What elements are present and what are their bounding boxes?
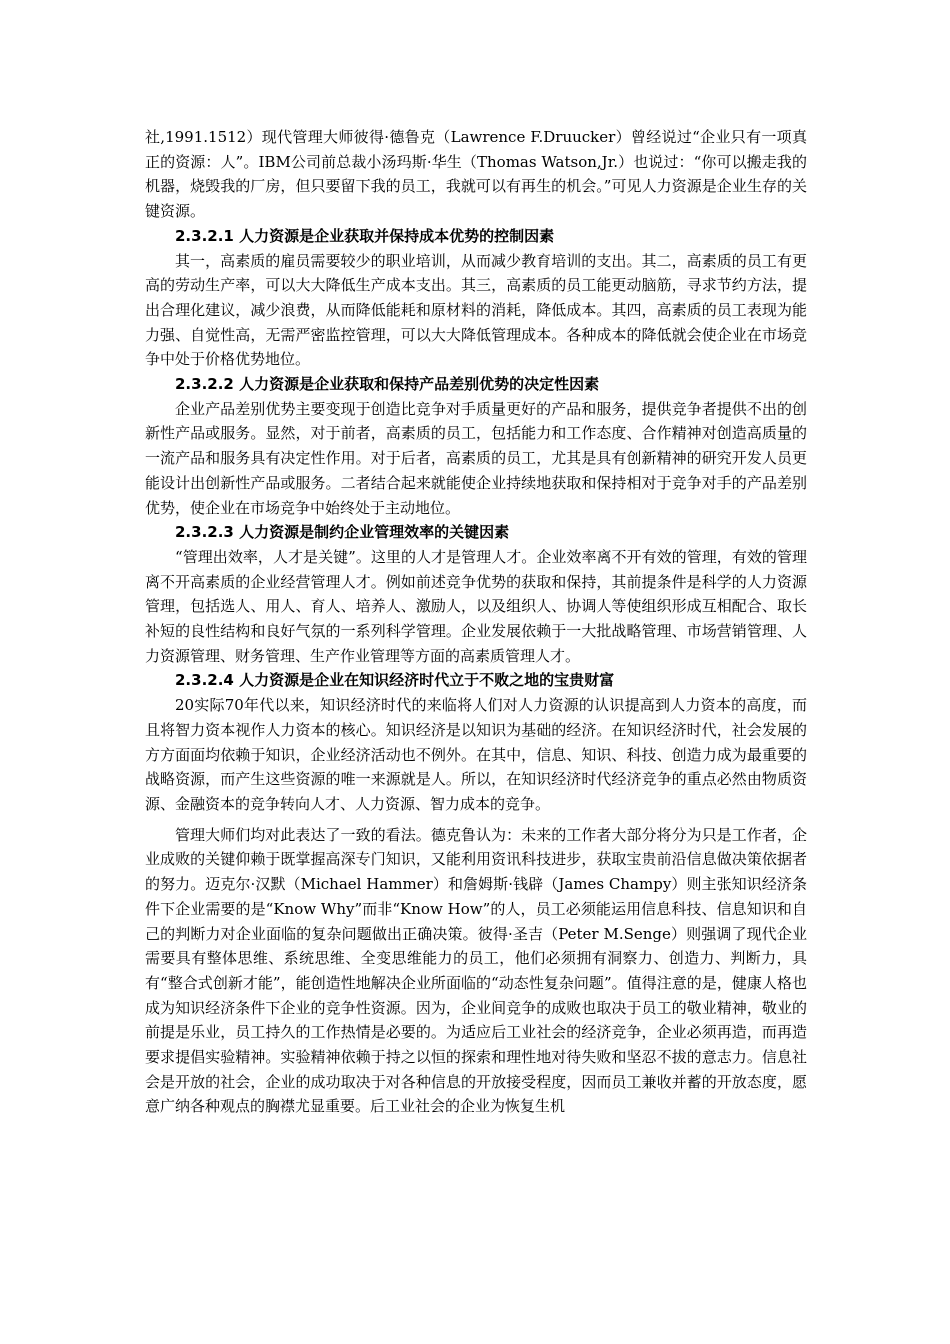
body-paragraph: 管理大师们均对此表达了一致的看法。德克鲁认为：未来的工作者大部分将分为只是工作者，企业成败的关键仰赖于既掌握高深专门知识，又能利用资讯科技进步，获取宝贵前沿信息做决策依据者的努力。迈克尔·汉默（Michael Hammer）和詹姆斯·钱辟（James Champy）则主张知识经济条件下企业需要的是“Know Why”而非“Know How”的人，员工必须能运用信息科技、信息知识和自己的判断力对企业面临的复杂问题做出正确决策。彼得·圣吉（Peter M.Senge）则强调了现代企业需要具有整体思维、系统思维、全变思维能力的员工，他们必须拥有洞察力、创造力、判断力，具有“整合式创新才能”，能创造性地解决企业所面临的“动态性复杂问题”。值得注意的是，健康人格也成为知识经济条件下企业的竞争性资源。因为，企业间竞争的成败也取决于员工的敬业精神，敬业的前提是乐业，员工持久的工作热情是必要的。为适应后工业社会的经济竞争，企业必须再造，而再造要求提倡实验精神。实验精神依赖于持之以恒的探索和理性地对待失败和坚忍不拔的意志力。信息社会是开放的社会，企业的成功取决于对各种信息的开放接受程度，因而员工兼收并蓄的开放态度，愿意广纳各种观点的胸襟尤显重要。后工业社会的企业为恢复生机	[145, 825, 807, 1116]
body-paragraph: 企业产品差别优势主要变现于创造比竞争对手质量更好的产品和服务，提供竞争者提供不出的创新性产品或服务。显然，对于前者，高素质的员工，包括能力和工作态度、合作精神对创造高质量的一流产品和服务具有决定性作用。对于后者，高素质的员工，尤其是具有创新精神的研究开发人员更能设计出创新性产品或服务。二者结合起来就能使企业持续地获取和保持相对于竞争对手的产品差别优势，使企业在市场竞争中始终处于主动地位。	[145, 399, 807, 517]
body-paragraph: 20实际70年代以来，知识经济时代的来临将人们对人力资源的认识提高到人力资本的高度，而且将智力资本视作人力资本的核心。知识经济是以知识为基础的经济。在知识经济时代，社会发展的方方面面均依赖于知识，企业经济活动也不例外。在其中，信息、知识、科技、创造力成为最重要的战略资源，而产生这些资源的唯一来源就是人。所以，在知识经济时代经济竞争的重点必然由物质资源、金融资本的竞争转向人才、人力资源、智力成本的竞争。	[145, 696, 807, 813]
body-paragraph: 其一，高素质的雇员需要较少的职业培训，从而减少教育培训的支出。其二，高素质的员工有更高的劳动生产率，可以大大降低生产成本支出。其三，高素质的员工能更动脑筋，寻求节约方法，提出合理化建议，减少浪费，从而降低能耗和原材料的消耗，降低成本。其四，高素质的员工表现为能力强、自觉性高，无需严密监控管理，可以大大降低管理成本。各种成本的降低就会使企业在市场竞争中处于价格优势地位。	[145, 251, 807, 369]
body-paragraph: “管理出效率，人才是关键”。这里的人才是管理人才。企业效率离不开有效的管理，有效的管理离不开高素质的企业经营管理人才。例如前述竞争优势的获取和保持，其前提条件是科学的人力资源管理，包括选人、用人、育人、培养人、激励人，以及组织人、协调人等使组织形成互相配合、取长补短的良性结构和良好气氛的一系列科学管理。企业发展依赖于一大批战略管理、市场营销管理、人力资源管理、财务管理、生产作业管理等方面的高素质管理人才。	[145, 547, 807, 665]
section-heading: 2.3.2.1 人力资源是企业获取并保持成本优势的控制因素	[175, 226, 555, 245]
section-heading: 2.3.2.4 人力资源是企业在知识经济时代立于不败之地的宝贵财富	[175, 671, 615, 690]
section-heading: 2.3.2.3 人力资源是制约企业管理效率的关键因素	[175, 523, 510, 542]
section-heading: 2.3.2.2 人力资源是企业获取和保持产品差别优势的决定性因素	[175, 375, 600, 394]
document-page	[145, 125, 807, 1119]
body-paragraph: 社,1991.1512）现代管理大师彼得·德鲁克（Lawrence F.Druucker）曾经说过“企业只有一项真正的资源：人”。IBM公司前总裁小汤玛斯·华生（Thomas Watson,Jr.）也说过：“你可以搬走我的机器，烧毁我的厂房，但只要留下我的员工，我就可以有再生的机会。”可见人力资源是企业生存的关键资源。	[145, 128, 807, 221]
